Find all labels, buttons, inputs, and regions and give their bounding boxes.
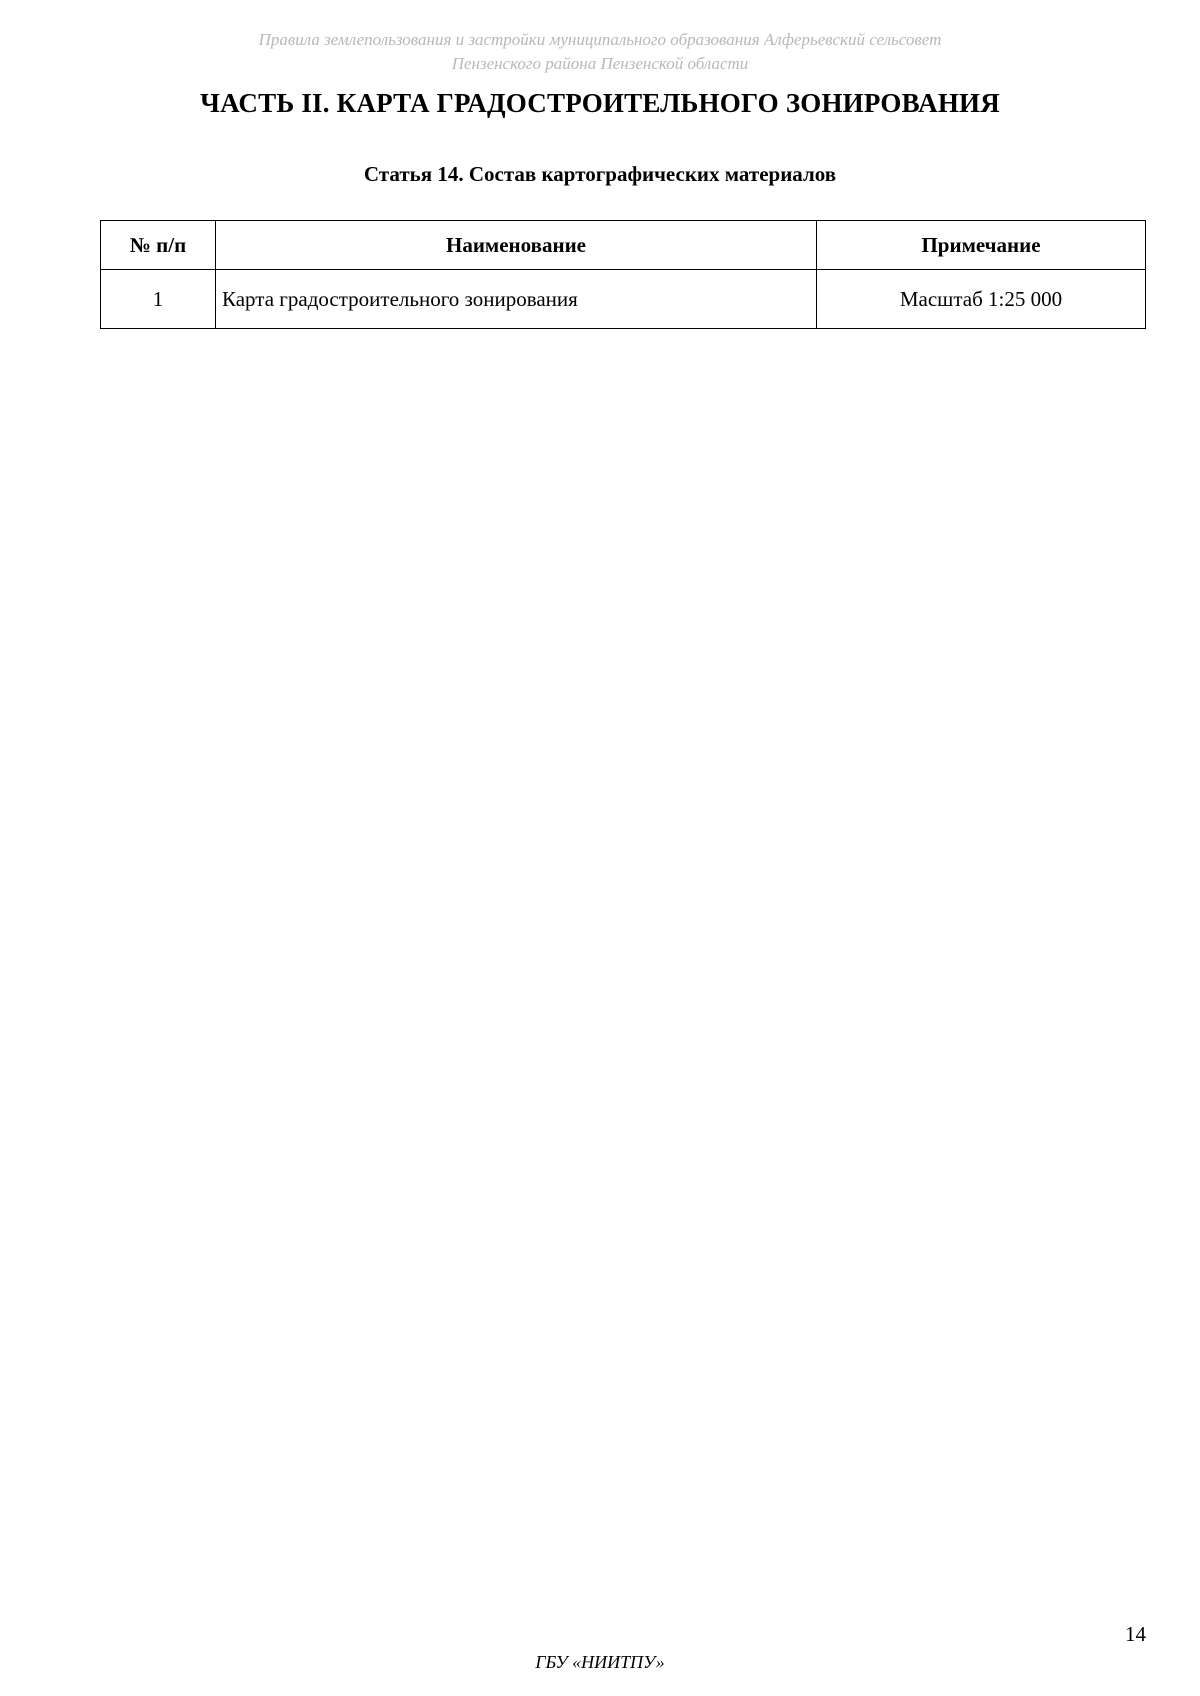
header-num: № п/п	[101, 221, 216, 270]
running-header-line-2: Пензенского района Пензенской области	[451, 54, 749, 73]
table-row	[101, 270, 1146, 329]
running-header-line-1: Правила землепользования и застройки муниципального образования Алферьевский сельсовет	[258, 30, 942, 49]
table-header-row	[101, 221, 1146, 270]
cell-num: 1	[101, 270, 216, 329]
header-name: Наименование	[216, 221, 817, 270]
header-note: Примечание	[817, 221, 1146, 270]
page-number: 14	[1125, 1622, 1146, 1646]
part-title: ЧАСТЬ II. КАРТА ГРАДОСТРОИТЕЛЬНОГО ЗОНИРОВАНИЯ	[200, 88, 1000, 118]
article-title: Статья 14. Состав картографических материалов	[363, 162, 837, 186]
running-header	[0, 28, 1200, 76]
cell-name: Карта градостроительного зонирования	[216, 270, 817, 329]
materials-table	[100, 220, 1146, 329]
footer-organization: ГБУ «НИИТПУ»	[535, 1652, 665, 1672]
cell-note: Масштаб 1:25 000	[817, 270, 1146, 329]
